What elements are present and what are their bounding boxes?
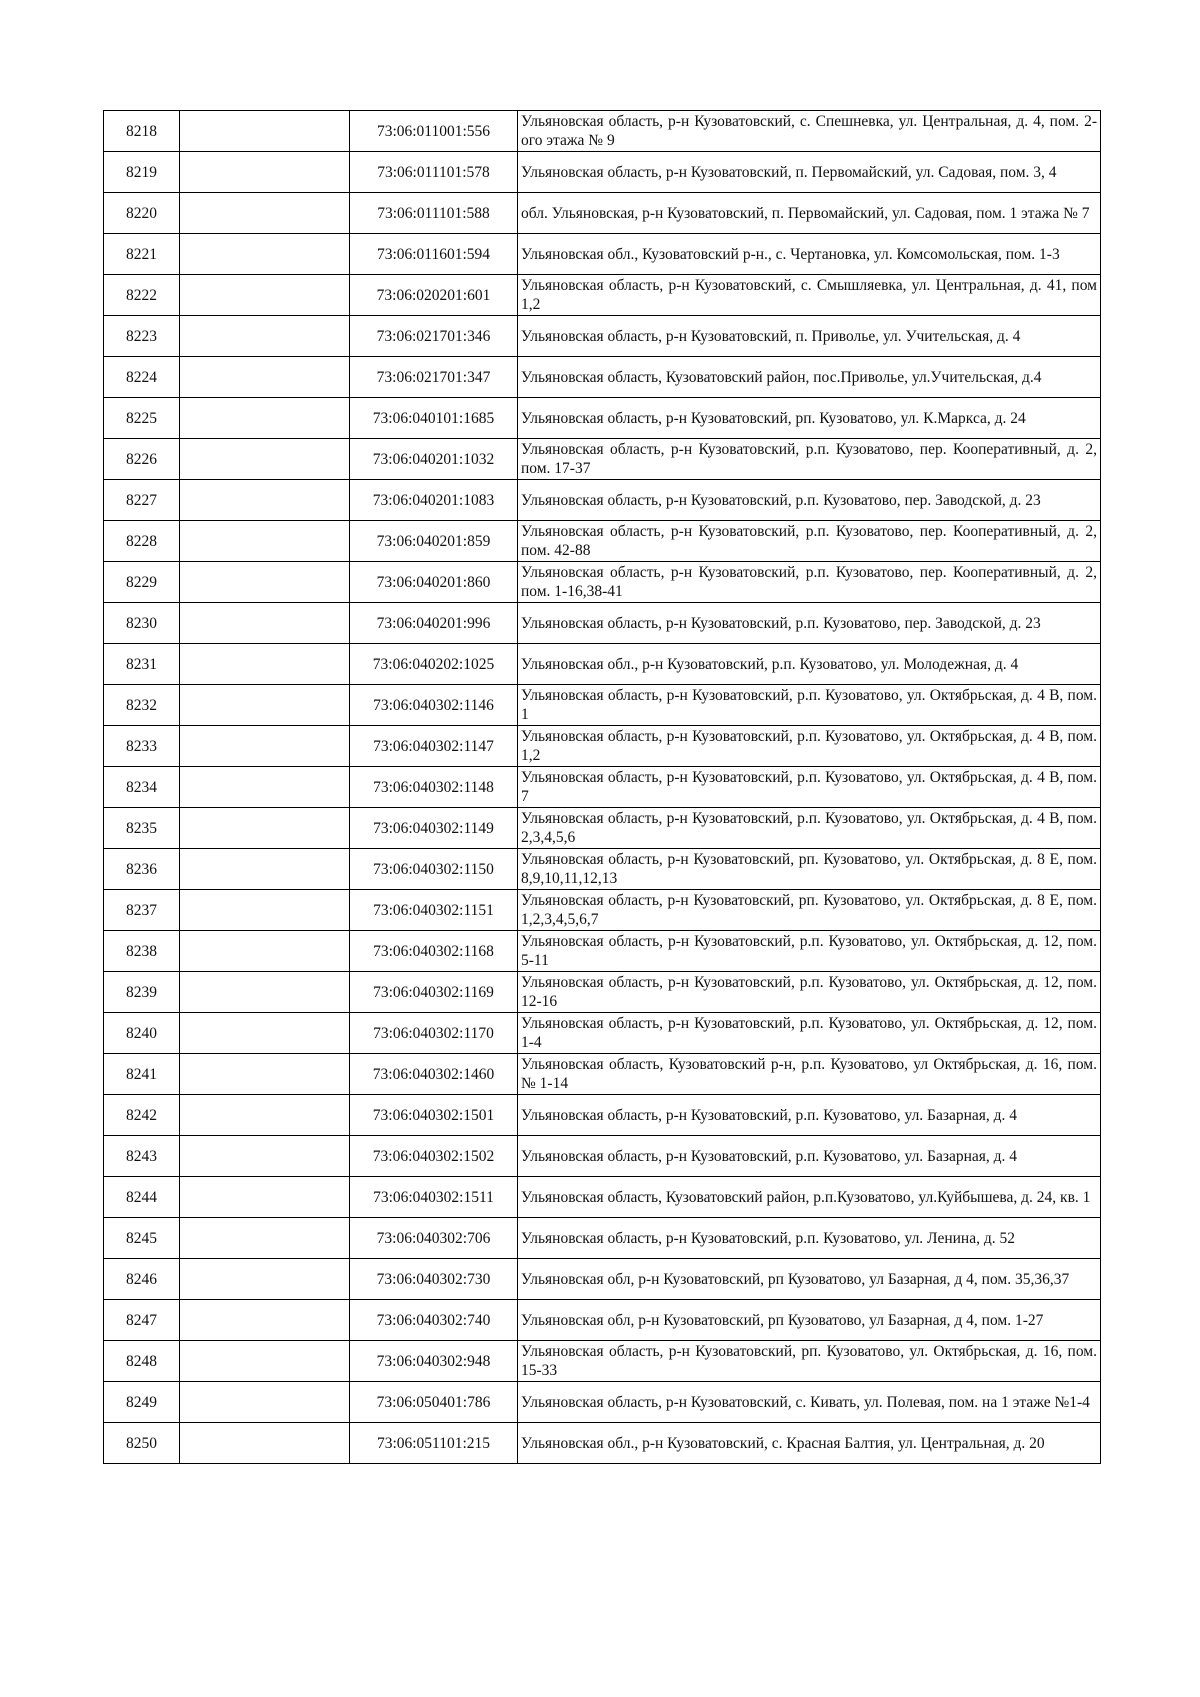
object-name-cell [180,644,350,685]
object-name-cell [180,521,350,562]
address-cell: Ульяновская область, р-н Кузоватовский, рп. Кузоватово, ул. Октябрьская, д. 8 Е, пом. 1,2,3,4,5,6,7 [518,890,1101,931]
table-row [104,972,1101,1013]
table-row [104,234,1101,275]
cadastral-number-cell: 73:06:040302:706 [350,1218,518,1259]
cadastral-number-cell: 73:06:040201:996 [350,603,518,644]
object-name-cell [180,1423,350,1464]
address-cell: обл. Ульяновская, р-н Кузоватовский, п. Первомайский, ул. Садовая, пом. 1 этажа № 7 [518,193,1101,234]
object-name-cell [180,111,350,152]
address-cell: Ульяновская область, р-н Кузоватовский, р.п. Кузоватово, пер. Заводской, д. 23 [518,480,1101,521]
cadastral-number-cell: 73:06:040302:1148 [350,767,518,808]
address-cell: Ульяновская область, р-н Кузоватовский, рп. Кузоватово, ул. Октябрьская, д. 8 Е, пом. 8,9,10,11,12,13 [518,849,1101,890]
table-row [104,1300,1101,1341]
address-cell: Ульяновская область, р-н Кузоватовский, с. Смышляевка, ул. Центральная, д. 41, пом 1,2 [518,275,1101,316]
cadastral-number-cell: 73:06:040101:1685 [350,398,518,439]
row-number-cell: 8225 [104,398,180,439]
row-number-cell: 8223 [104,316,180,357]
object-name-cell [180,1300,350,1341]
address-cell: Ульяновская область, р-н Кузоватовский, р.п. Кузоватово, ул. Базарная, д. 4 [518,1136,1101,1177]
table-row [104,1382,1101,1423]
table-row [104,1013,1101,1054]
object-name-cell [180,562,350,603]
object-name-cell [180,767,350,808]
cadastral-number-cell: 73:06:040302:1511 [350,1177,518,1218]
table-row [104,111,1101,152]
address-cell: Ульяновская область, р-н Кузоватовский, р.п. Кузоватово, ул. Базарная, д. 4 [518,1095,1101,1136]
table-row [104,562,1101,603]
table-row [104,849,1101,890]
cadastral-number-cell: 73:06:011101:578 [350,152,518,193]
cadastral-number-cell: 73:06:040302:1150 [350,849,518,890]
table-row [104,521,1101,562]
row-number-cell: 8235 [104,808,180,849]
row-number-cell: 8249 [104,1382,180,1423]
object-name-cell [180,193,350,234]
row-number-cell: 8226 [104,439,180,480]
cadastral-number-cell: 73:06:021701:346 [350,316,518,357]
address-cell: Ульяновская обл, р-н Кузоватовский, рп Кузоватово, ул Базарная, д 4, пом. 35,36,37 [518,1259,1101,1300]
cadastral-number-cell: 73:06:040302:1149 [350,808,518,849]
cadastral-number-cell: 73:06:021701:347 [350,357,518,398]
object-name-cell [180,1136,350,1177]
table-row [104,316,1101,357]
row-number-cell: 8228 [104,521,180,562]
address-cell: Ульяновская область, Кузоватовский р-н, р.п. Кузоватово, ул Октябрьская, д. 16, пом. № 1-14 [518,1054,1101,1095]
row-number-cell: 8221 [104,234,180,275]
address-cell: Ульяновская область, р-н Кузоватовский, п. Приволье, ул. Учительская, д. 4 [518,316,1101,357]
row-number-cell: 8239 [104,972,180,1013]
object-name-cell [180,1177,350,1218]
table-row [104,1218,1101,1259]
row-number-cell: 8246 [104,1259,180,1300]
table-row [104,275,1101,316]
object-name-cell [180,726,350,767]
table-row [104,1095,1101,1136]
address-cell: Ульяновская обл., р-н Кузоватовский, р.п. Кузоватово, ул. Молодежная, д. 4 [518,644,1101,685]
address-cell: Ульяновская область, Кузоватовский район, р.п.Кузоватово, ул.Куйбышева, д. 24, кв. 1 [518,1177,1101,1218]
cadastral-number-cell: 73:06:040201:859 [350,521,518,562]
table-row [104,1341,1101,1382]
document-page [103,110,1100,1464]
table-row [104,1259,1101,1300]
address-cell: Ульяновская область, р-н Кузоватовский, с. Кивать, ул. Полевая, пом. на 1 этаже №1-4 [518,1382,1101,1423]
row-number-cell: 8232 [104,685,180,726]
table-row [104,685,1101,726]
cadastral-number-cell: 73:06:040302:1169 [350,972,518,1013]
object-name-cell [180,972,350,1013]
row-number-cell: 8224 [104,357,180,398]
object-name-cell [180,439,350,480]
object-name-cell [180,357,350,398]
address-cell: Ульяновская область, р-н Кузоватовский, р.п. Кузоватово, пер. Заводской, д. 23 [518,603,1101,644]
row-number-cell: 8229 [104,562,180,603]
object-name-cell [180,1259,350,1300]
row-number-cell: 8222 [104,275,180,316]
address-cell: Ульяновская область, р-н Кузоватовский, р.п. Кузоватово, ул. Октябрьская, д. 12, пом. 5-11 [518,931,1101,972]
row-number-cell: 8248 [104,1341,180,1382]
row-number-cell: 8237 [104,890,180,931]
cadastral-number-cell: 73:06:040201:1083 [350,480,518,521]
row-number-cell: 8234 [104,767,180,808]
cadastral-number-cell: 73:06:011101:588 [350,193,518,234]
table-row [104,152,1101,193]
table-row [104,726,1101,767]
address-cell: Ульяновская область, р-н Кузоватовский, р.п. Кузоватово, пер. Кооперативный, д. 2, пом. 42-88 [518,521,1101,562]
address-cell: Ульяновская область, р-н Кузоватовский, р.п. Кузоватово, пер. Кооперативный, д. 2, пом. 1-16,38-41 [518,562,1101,603]
row-number-cell: 8242 [104,1095,180,1136]
row-number-cell: 8244 [104,1177,180,1218]
table-row [104,1136,1101,1177]
cadastral-number-cell: 73:06:040302:1147 [350,726,518,767]
row-number-cell: 8218 [104,111,180,152]
cadastral-number-cell: 73:06:040302:1460 [350,1054,518,1095]
table-row [104,644,1101,685]
cadastral-number-cell: 73:06:040302:1146 [350,685,518,726]
row-number-cell: 8240 [104,1013,180,1054]
row-number-cell: 8243 [104,1136,180,1177]
address-cell: Ульяновская область, р-н Кузоватовский, рп. Кузоватово, ул. К.Маркса, д. 24 [518,398,1101,439]
table-row [104,193,1101,234]
row-number-cell: 8238 [104,931,180,972]
cadastral-number-cell: 73:06:050401:786 [350,1382,518,1423]
cadastral-number-cell: 73:06:051101:215 [350,1423,518,1464]
address-cell: Ульяновская обл., р-н Кузоватовский, с. Красная Балтия, ул. Центральная, д. 20 [518,1423,1101,1464]
table-row [104,1054,1101,1095]
row-number-cell: 8230 [104,603,180,644]
table-row [104,1423,1101,1464]
address-cell: Ульяновская область, р-н Кузоватовский, р.п. Кузоватово, ул. Октябрьская, д. 4 В, пом. 2,3,4,5,6 [518,808,1101,849]
object-name-cell [180,890,350,931]
address-cell: Ульяновская область, р-н Кузоватовский, с. Спешневка, ул. Центральная, д. 4, пом. 2-ого этажа № 9 [518,111,1101,152]
object-name-cell [180,275,350,316]
table-row [104,767,1101,808]
cadastral-number-cell: 73:06:040302:740 [350,1300,518,1341]
property-register-table [103,110,1101,1464]
row-number-cell: 8236 [104,849,180,890]
address-cell: Ульяновская область, р-н Кузоватовский, р.п. Кузоватово, пер. Кооперативный, д. 2, пом. 17-37 [518,439,1101,480]
object-name-cell [180,603,350,644]
address-cell: Ульяновская обл., Кузоватовский р-н., с. Чертановка, ул. Комсомольская, пом. 1-3 [518,234,1101,275]
table-body [104,111,1101,1464]
cadastral-number-cell: 73:06:040201:1032 [350,439,518,480]
table-row [104,439,1101,480]
address-cell: Ульяновская область, р-н Кузоватовский, р.п. Кузоватово, ул. Ленина, д. 52 [518,1218,1101,1259]
row-number-cell: 8245 [104,1218,180,1259]
object-name-cell [180,1013,350,1054]
row-number-cell: 8241 [104,1054,180,1095]
cadastral-number-cell: 73:06:040302:1151 [350,890,518,931]
cadastral-number-cell: 73:06:040202:1025 [350,644,518,685]
object-name-cell [180,398,350,439]
row-number-cell: 8219 [104,152,180,193]
table-row [104,603,1101,644]
cadastral-number-cell: 73:06:011001:556 [350,111,518,152]
cadastral-number-cell: 73:06:040302:1168 [350,931,518,972]
object-name-cell [180,1382,350,1423]
object-name-cell [180,234,350,275]
table-row [104,890,1101,931]
address-cell: Ульяновская область, р-н Кузоватовский, р.п. Кузоватово, ул. Октябрьская, д. 12, пом. 12-16 [518,972,1101,1013]
row-number-cell: 8250 [104,1423,180,1464]
address-cell: Ульяновская область, р-н Кузоватовский, рп. Кузоватово, ул. Октябрьская, д. 16, пом. 15-33 [518,1341,1101,1382]
object-name-cell [180,1218,350,1259]
row-number-cell: 8227 [104,480,180,521]
row-number-cell: 8231 [104,644,180,685]
table-row [104,931,1101,972]
cadastral-number-cell: 73:06:040302:1170 [350,1013,518,1054]
cadastral-number-cell: 73:06:040302:730 [350,1259,518,1300]
cadastral-number-cell: 73:06:040201:860 [350,562,518,603]
table-row [104,357,1101,398]
table-row [104,1177,1101,1218]
row-number-cell: 8233 [104,726,180,767]
address-cell: Ульяновская область, р-н Кузоватовский, р.п. Кузоватово, ул. Октябрьская, д. 4 В, пом. 7 [518,767,1101,808]
cadastral-number-cell: 73:06:011601:594 [350,234,518,275]
object-name-cell [180,1095,350,1136]
row-number-cell: 8220 [104,193,180,234]
cadastral-number-cell: 73:06:040302:1502 [350,1136,518,1177]
address-cell: Ульяновская область, р-н Кузоватовский, п. Первомайский, ул. Садовая, пом. 3, 4 [518,152,1101,193]
cadastral-number-cell: 73:06:040302:948 [350,1341,518,1382]
object-name-cell [180,1054,350,1095]
table-row [104,480,1101,521]
table-row [104,398,1101,439]
object-name-cell [180,152,350,193]
object-name-cell [180,1341,350,1382]
object-name-cell [180,931,350,972]
object-name-cell [180,808,350,849]
row-number-cell: 8247 [104,1300,180,1341]
object-name-cell [180,316,350,357]
address-cell: Ульяновская обл, р-н Кузоватовский, рп Кузоватово, ул Базарная, д 4, пом. 1-27 [518,1300,1101,1341]
address-cell: Ульяновская область, Кузоватовский район, пос.Приволье, ул.Учительская, д.4 [518,357,1101,398]
cadastral-number-cell: 73:06:040302:1501 [350,1095,518,1136]
address-cell: Ульяновская область, р-н Кузоватовский, р.п. Кузоватово, ул. Октябрьская, д. 4 В, пом. 1,2 [518,726,1101,767]
address-cell: Ульяновская область, р-н Кузоватовский, р.п. Кузоватово, ул. Октябрьская, д. 12, пом. 1-4 [518,1013,1101,1054]
cadastral-number-cell: 73:06:020201:601 [350,275,518,316]
object-name-cell [180,849,350,890]
object-name-cell [180,480,350,521]
address-cell: Ульяновская область, р-н Кузоватовский, р.п. Кузоватово, ул. Октябрьская, д. 4 В, пом. 1 [518,685,1101,726]
object-name-cell [180,685,350,726]
table-row [104,808,1101,849]
